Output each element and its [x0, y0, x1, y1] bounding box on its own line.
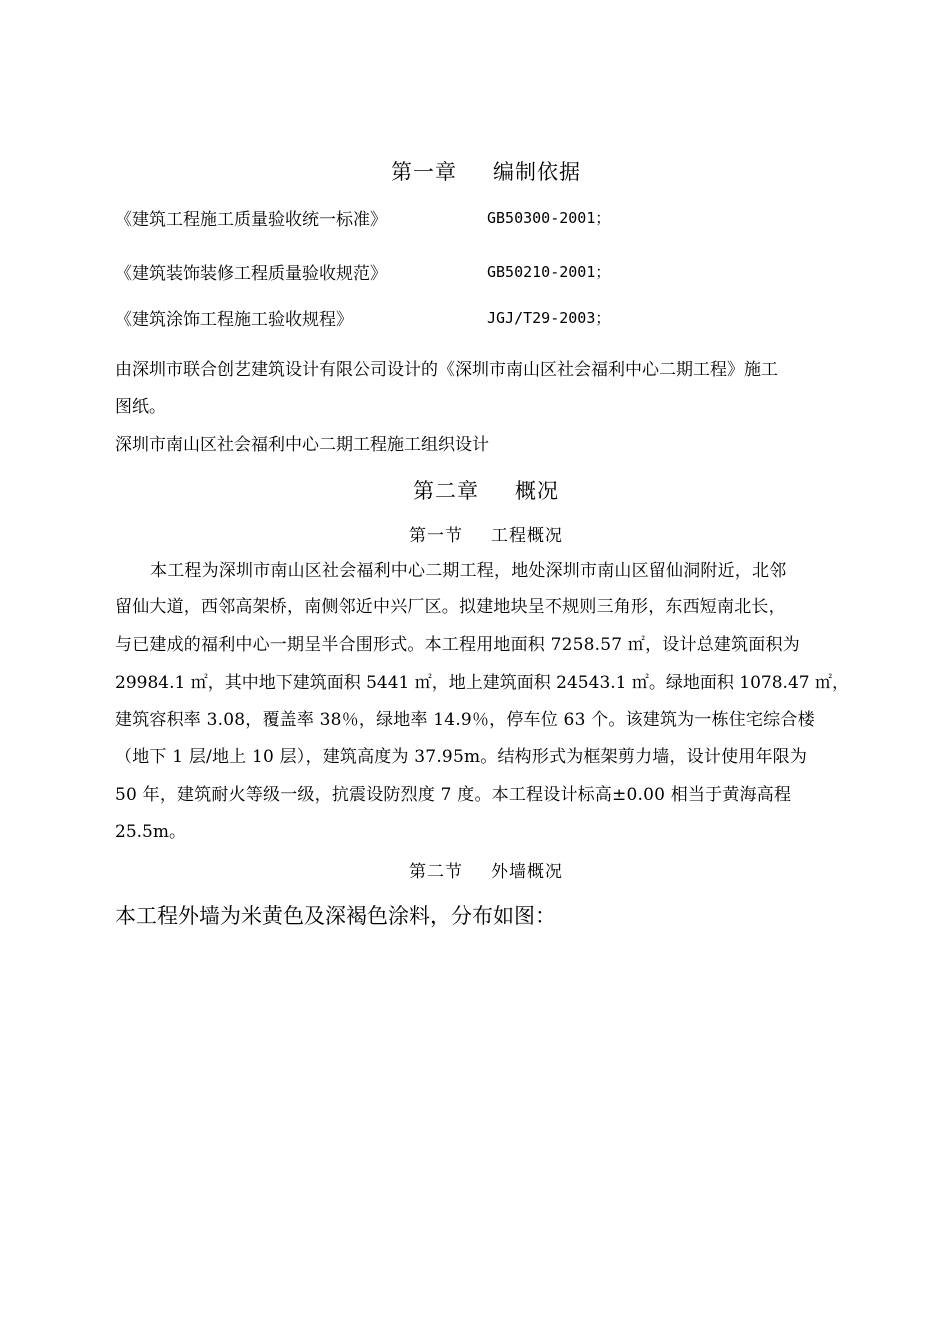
chapter2-heading — [413, 475, 559, 505]
overview-line-6: （地下 1 层/地上 10 层），建筑高度为 37.95m。结构形式为框架剪力墙，设计使用年限为 — [115, 747, 808, 767]
reference-code-1: GB50300-2001； — [487, 209, 611, 227]
section1-title: 第一节 — [409, 526, 463, 546]
section2-heading — [409, 857, 563, 882]
overview-line-3: 与已建成的福利中心一期呈半合围形式。本工程用地面积 7258.57 ㎡，设计总建筑面积为 — [115, 635, 800, 655]
reference-name-1: 《建筑工程施工质量验收统一标准》 — [115, 210, 387, 230]
chapter1-title: 第一章 — [391, 160, 457, 184]
design-drawings-line-1: 由深圳市联合创艺建筑设计有限公司设计的《深圳市南山区社会福利中心二期工程》施工 — [115, 360, 778, 380]
overview-line-5: 建筑容积率 3.08，覆盖率 38％，绿地率 14.9％，停车位 63 个。该建筑为一栋住宅综合楼 — [115, 710, 815, 730]
overview-line-2: 留仙大道，西邻高架桥，南侧邻近中兴厂区。拟建地块呈不规则三角形，东西短南北长， — [115, 597, 786, 617]
organization-design-line: 深圳市南山区社会福利中心二期工程施工组织设计 — [115, 435, 489, 455]
section2-subtitle: 外墙概况 — [491, 862, 563, 882]
overview-line-1: 本工程为深圳市南山区社会福利中心二期工程，地处深圳市南山区留仙洞附近，北邻 — [150, 561, 787, 581]
reference-code-3: JGJ/T29-2003； — [487, 309, 611, 327]
reference-name-2: 《建筑装饰装修工程质量验收规范》 — [115, 264, 387, 284]
reference-name-3: 《建筑涂饰工程施工验收规程》 — [115, 310, 353, 330]
exterior-wall-text: 本工程外墙为米黄色及深褐色涂料，分布如图： — [115, 904, 556, 928]
section1-heading — [409, 521, 563, 546]
chapter2-title: 第二章 — [413, 479, 479, 503]
design-drawings-line-2: 图纸。 — [115, 397, 166, 417]
overview-line-4: 29984.1 ㎡，其中地下建筑面积 5441 ㎡，地上建筑面积 24543.1 ㎡。绿地面积 1078.47 ㎡， — [115, 673, 849, 693]
reference-code-2: GB50210-2001； — [487, 263, 611, 281]
chapter1-heading — [391, 156, 581, 186]
section1-subtitle: 工程概况 — [491, 526, 563, 546]
section2-title: 第二节 — [409, 862, 463, 882]
chapter2-subtitle: 概况 — [515, 479, 559, 503]
chapter1-subtitle: 编制依据 — [493, 160, 581, 184]
overview-line-7: 50 年，建筑耐火等级一级，抗震设防烈度 7 度。本工程设计标高±0.00 相当于黄海高程 — [115, 785, 792, 805]
overview-line-8: 25.5m。 — [115, 822, 186, 842]
